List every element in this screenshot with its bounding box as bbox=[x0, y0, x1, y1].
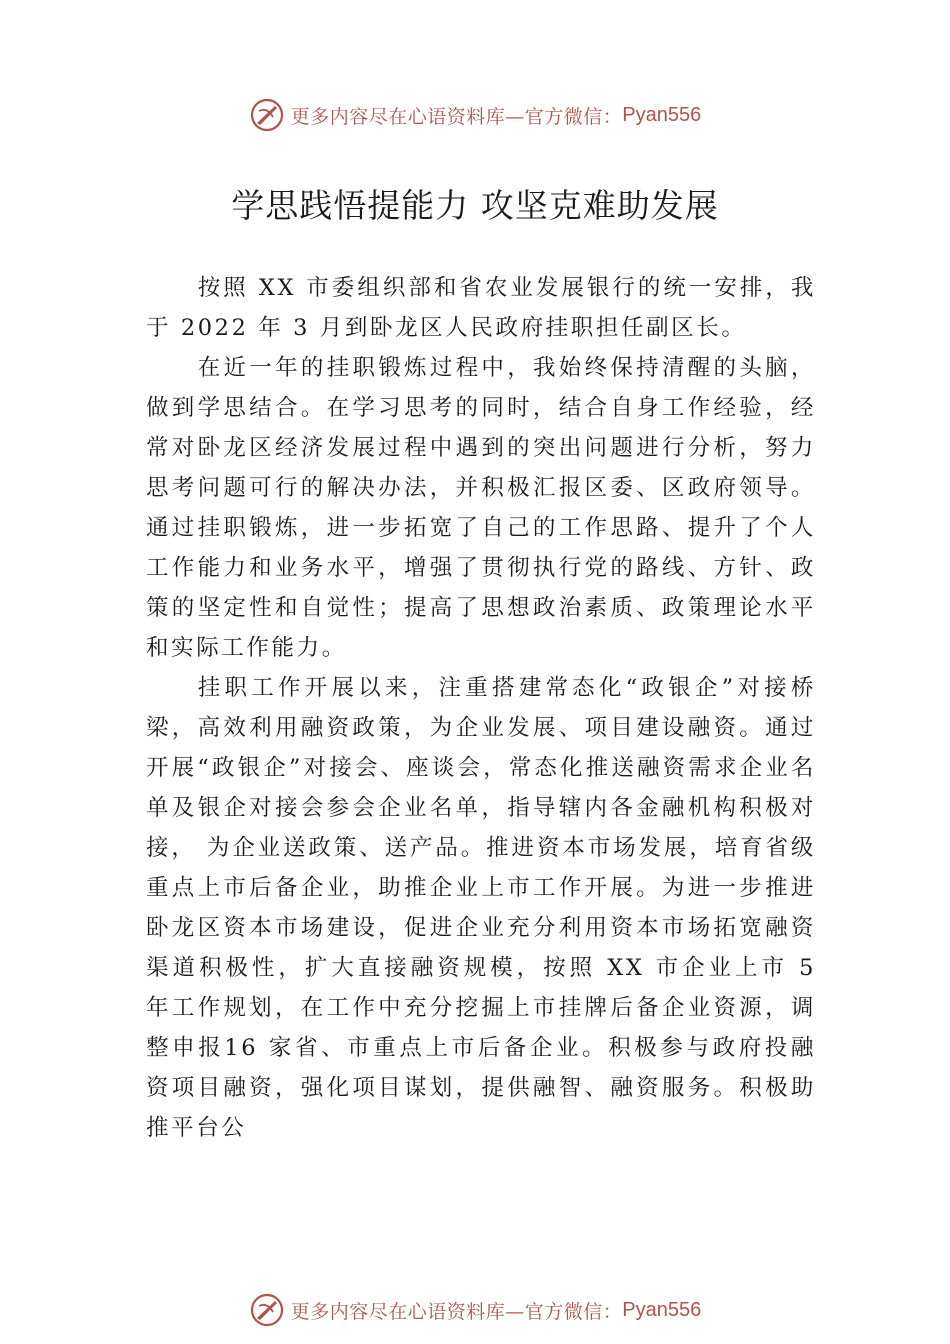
banner-wechat-handle: Pyan556 bbox=[622, 103, 702, 126]
logo-icon bbox=[249, 1292, 285, 1328]
document-title: 学思践悟提能力 攻坚克难助发展 bbox=[231, 186, 719, 225]
header-banner bbox=[0, 95, 950, 135]
paragraph: 按照 XX 市委组织部和省农业发展银行的统一安排，我于 2022 年 3 月到卧龙区人民政府挂职担任副区长。 bbox=[146, 275, 816, 341]
banner-brand-text: 更多内容尽在心语资料库—官方微信： bbox=[290, 105, 623, 128]
banner-brand-text: 更多内容尽在心语资料库—官方微信： bbox=[290, 1300, 623, 1323]
paragraph: 在近一年的挂职锻炼过程中，我始终保持清醒的头脑，做到学思结合。在学习思考的同时，结合自身工作经验，经常对卧龙区经济发展过程中遇到的突出问题进行分析，努力思考问题可行的解决办法，并积极汇报区委、区政府领导。 通过挂职锻炼，进一步拓宽了自己的工作思路、提升了个人工作能力和业务水平，增强了贯彻执行党的路线、方针、政策的坚定性和自觉性；提高了思想政治素质、政策理论水平和实际工作能力。 bbox=[146, 355, 816, 661]
footer-banner bbox=[0, 1290, 950, 1330]
document-body bbox=[146, 268, 816, 1148]
banner-wechat-handle: Pyan556 bbox=[622, 1298, 702, 1321]
logo-icon bbox=[249, 97, 285, 133]
paragraph: 挂职工作开展以来，注重搭建常态化“政银企”对接桥梁，高效利用融资政策，为企业发展、项目建设融资。通过开展“政银企”对接会、座谈会，常态化推送融资需求企业名单及银企对接会参会企业名单，指导辖内各金融机构积极对接， 为企业送政策、送产品。推进资本市场发展，培育省级重点上市后备企业，助推企业上市工作开展。为进一步推进卧龙区资本市场建设，促进企业充分利用资本市场拓宽融资渠道积极性，扩大直接融资规模，按照 XX 市企业上市 5 年工作规划，在工作中充分挖掘上市挂牌后备企业资源，调整申报16 家省、市重点上市后备企业。积极参与政府投融资项目融资，强化项目谋划，提供融智、融资服务。积极助推平台公 bbox=[146, 675, 816, 1141]
